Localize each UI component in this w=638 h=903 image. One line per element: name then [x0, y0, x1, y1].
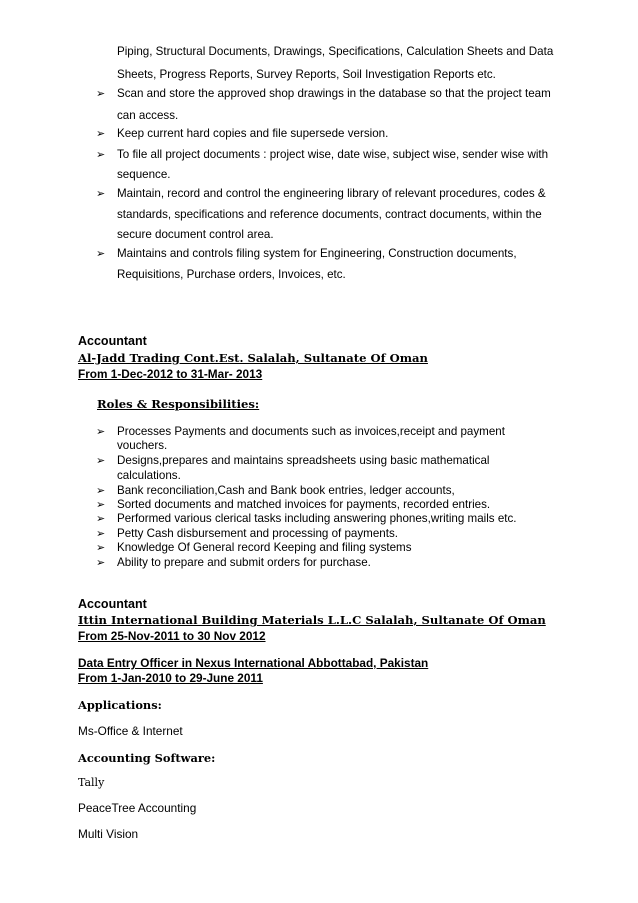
- list-item-continuation: Requisitions, Purchase orders, Invoices, etc.: [117, 268, 346, 281]
- software-item: Multi Vision: [78, 827, 139, 841]
- employment-period: From 1-Jan-2010 to 29-June 2011: [78, 671, 263, 685]
- arrow-bullet-icon: ➢: [96, 527, 106, 540]
- arrow-bullet-icon: ➢: [96, 454, 106, 467]
- company-name: Al-Jadd Trading Cont.Est. Salalah, Sultanate Of Oman: [78, 351, 428, 365]
- arrow-bullet-icon: ➢: [96, 556, 106, 569]
- arrow-bullet-icon: ➢: [96, 247, 106, 260]
- arrow-bullet-icon: ➢: [96, 498, 106, 511]
- job-title: Accountant: [78, 597, 147, 611]
- list-item-continuation: sequence.: [117, 168, 171, 181]
- software-item: Tally: [78, 776, 105, 789]
- arrow-bullet-icon: ➢: [96, 541, 106, 554]
- list-item-continuation: secure document control area.: [117, 228, 274, 241]
- arrow-bullet-icon: ➢: [96, 425, 106, 438]
- roles-heading: Roles & Responsibilities:: [97, 397, 260, 411]
- arrow-bullet-icon: ➢: [96, 484, 106, 497]
- list-item-continuation: calculations.: [117, 469, 181, 482]
- arrow-bullet-icon: ➢: [96, 187, 106, 200]
- employment-period: From 25-Nov-2011 to 30 Nov 2012: [78, 629, 266, 643]
- job-title: Accountant: [78, 334, 147, 348]
- continuation-line: Piping, Structural Documents, Drawings, Specifications, Calculation Sheets and Data: [117, 45, 554, 58]
- company-name: Ittin International Building Materials L.L.C Salalah, Sultanate Of Oman: [78, 613, 546, 627]
- list-item-continuation: can access.: [117, 109, 179, 122]
- arrow-bullet-icon: ➢: [96, 127, 106, 140]
- employment-period: From 1-Dec-2012 to 31-Mar- 2013: [78, 367, 263, 381]
- list-item-continuation: vouchers.: [117, 439, 168, 452]
- arrow-bullet-icon: ➢: [96, 148, 106, 161]
- accounting-software-label: Accounting Software:: [78, 751, 216, 765]
- job-title: Data Entry Officer in Nexus International Abbottabad, Pakistan: [78, 656, 429, 670]
- arrow-bullet-icon: ➢: [96, 512, 106, 525]
- applications-value: Ms-Office & Internet: [78, 724, 183, 738]
- continuation-line: Sheets, Progress Reports, Survey Reports, Soil Investigation Reports etc.: [117, 68, 496, 81]
- applications-label: Applications:: [78, 698, 162, 712]
- resume-page: Piping, Structural Documents, Drawings, Specifications, Calculation Sheets and Data Sheets, Progress Reports, Survey Reports, Soil Investigation Reports etc. ➢ Scan and store the approved shop drawings in the database so that the project team can access. ➢ Keep current hard copies and file supersede version. ➢ To file all project documents : project wise, date wise, subject wise, sender wise with sequence. ➢ Maintain, record and control the engineering library of relevant procedures, codes & standards, specifications and reference documents, contract documents, within the secure document control area. ➢ Maintains and controls filing system for Engineering, Construction documents, Requisitions, Purchase orders, Invoices, etc. Accountant Al-Jadd Trading Cont.Est. Salalah, Sultanate Of Oman From 1-Dec-2012 to 31-Mar- 2013 Roles & Responsibilities: ➢ Processes Payments and documents such as invoices,receipt and payment vouchers. ➢ Designs,prepares and maintains spreadsheets using basic mathematical calculations. ➢ Bank reconciliation,Cash and Bank book entries, ledger accounts, ➢ Sorted documents and matched invoices for payments, recorded entries. ➢ Performed various clerical tasks including answering phones,writing mails etc. ➢ Petty Cash disbursement and processing of payments. ➢ Knowledge Of General record Keeping and filing systems ➢ Ability to prepare and submit orders for purchase. Accountant Ittin International Building Materials L.L.C Salalah, Sultanate Of Oman From 25-Nov-2011 to 30 Nov 2012 Data Entry Officer in Nexus International Abbottabad, Pakistan From 1-Jan-2010 to 29-June 2011 Applications: Ms-Office & Internet Accounting Software: Tally PeaceTree Accounting Multi Vision: [78, 45, 554, 841]
- arrow-bullet-icon: ➢: [96, 87, 106, 100]
- software-item: PeaceTree Accounting: [78, 801, 197, 815]
- list-item-continuation: standards, specifications and reference documents, contract documents, within the: [117, 208, 542, 221]
